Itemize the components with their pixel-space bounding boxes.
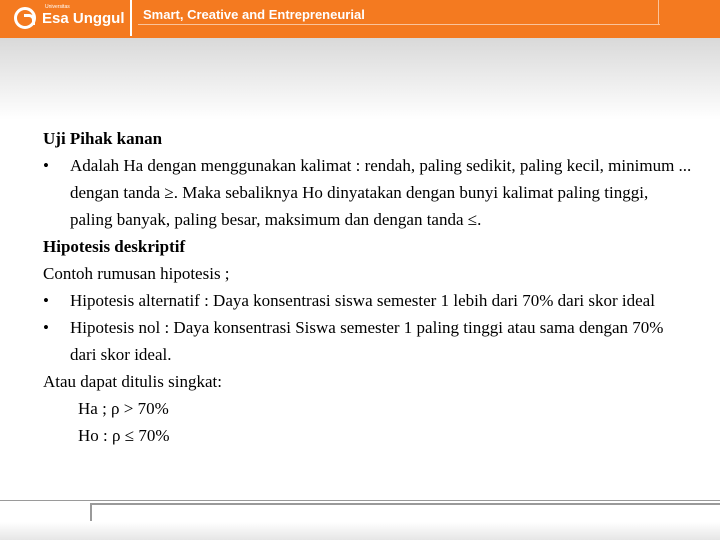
title-band — [0, 38, 720, 120]
footer-line — [0, 500, 720, 501]
bullet-text: Hipotesis alternatif : Daya konsentrasi siswa semester 1 lebih dari 70% dari skor ideal — [70, 291, 655, 310]
formula-ha: Ha ; ρ > 70% — [78, 399, 169, 418]
header-bar — [0, 0, 720, 38]
bullet-icon: • — [43, 318, 49, 337]
heading-uji-pihak-kanan: Uji Pihak kanan — [43, 129, 163, 148]
text-line: Atau dapat ditulis singkat: — [43, 372, 222, 391]
header-divider — [138, 24, 660, 25]
logo-small-text: Universitas — [45, 4, 70, 10]
formula-ho: Ho : ρ ≤ 70% — [78, 426, 170, 445]
bullet-text: Hipotesis nol : Daya konsentrasi Siswa semester 1 paling tinggi atau sama dengan 70% dari skor ideal. — [70, 318, 664, 364]
header-divider-end — [658, 0, 659, 24]
footer-frame — [90, 503, 720, 521]
bullet-text: Adalah Ha dengan menggunakan kalimat : rendah, paling sedikit, paling kecil, minimum ... dengan tanda ≥. Maka sebaliknya Ho dinyatakan dengan bunyi kalimat paling tinggi, paling banyak, paling besar, maksimum dan dengan tanda ≤. — [70, 156, 692, 229]
logo — [0, 0, 132, 36]
brand-name: Esa Unggul — [42, 9, 125, 27]
tagline: Smart, Creative and Entrepreneurial — [143, 7, 365, 22]
bullet-item — [43, 287, 693, 314]
heading-hipotesis-deskriptif: Hipotesis deskriptif — [43, 237, 186, 256]
slide-body — [43, 125, 693, 449]
logo-icon — [14, 7, 36, 29]
bullet-item — [43, 314, 693, 368]
text-line: Contoh rumusan hipotesis ; — [43, 264, 230, 283]
footer-band — [0, 522, 720, 540]
bullet-item — [43, 152, 693, 233]
bullet-icon: • — [43, 291, 49, 310]
bullet-icon: • — [43, 156, 49, 175]
